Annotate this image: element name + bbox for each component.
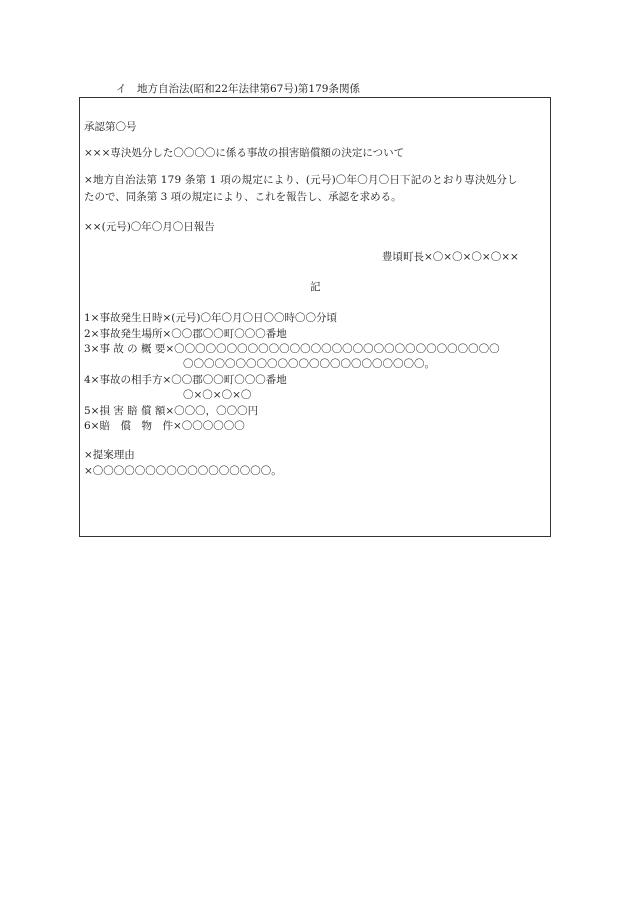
ki-marker: 記	[310, 281, 321, 293]
item-damage-amount: 5×損 害 賠 償 額×〇〇〇，〇〇〇円	[84, 405, 259, 417]
item-occurrence-datetime: 1×事故発生日時×(元号)〇年〇月〇日〇〇時〇〇分頃	[84, 312, 337, 324]
approval-number: 承認第〇号	[84, 121, 137, 133]
item-counterparty: 4×事故の相手方×〇〇郡〇〇町〇〇〇番地	[84, 374, 287, 386]
proposal-reason-text: ×〇〇〇〇〇〇〇〇〇〇〇〇〇〇〇〇〇。	[84, 465, 282, 477]
proposal-reason-heading: ×提案理由	[84, 449, 135, 461]
item-accident-summary: 3×事 故 の 概 要×〇〇〇〇〇〇〇〇〇〇〇〇〇〇〇〇〇〇〇〇〇〇〇〇〇〇〇〇〇〇〇	[84, 343, 500, 355]
document-subject: ×××専決処分した〇〇〇〇に係る事故の損害賠償額の決定について	[84, 147, 405, 159]
item-compensated-property: 6×賠 償 物 件×〇〇〇〇〇〇	[84, 420, 245, 432]
mayor-signature: 豊頃町長×〇×〇×〇×〇××	[382, 251, 519, 263]
body-text-line-1: ×地方自治法第 179 条第 1 項の規定により、(元号)〇年〇月〇日下記のとおり専決処分し	[84, 174, 518, 186]
body-text-line-2: たので、同条第 3 項の規定により、これを報告し、承認を求める。	[84, 191, 402, 203]
item-counterparty-cont: 〇×〇×〇×〇	[183, 389, 252, 401]
item-accident-summary-cont: 〇〇〇〇〇〇〇〇〇〇〇〇〇〇〇〇〇〇〇〇〇〇〇。	[183, 358, 435, 370]
item-occurrence-place: 2×事故発生場所×〇〇郡〇〇町〇〇〇番地	[84, 328, 287, 340]
section-heading: イ 地方自治法(昭和22年法律第67号)第179条関係	[116, 83, 360, 95]
report-date: ××(元号)〇年〇月〇日報告	[84, 221, 215, 233]
